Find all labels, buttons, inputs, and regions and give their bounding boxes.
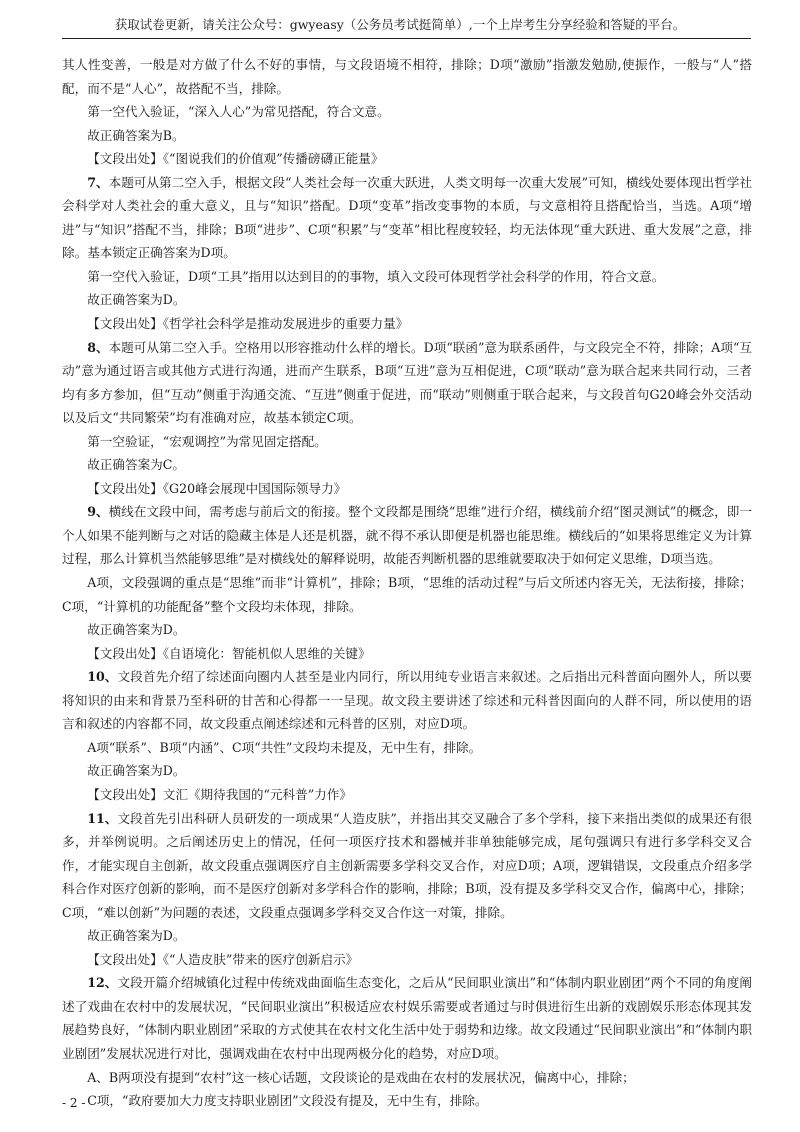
paragraph-text: 【文段出处】《“图说我们的价值观”传播磅礴正能量》 (87, 151, 384, 167)
paragraph-text: 故正确答案为D。 (87, 292, 186, 308)
question-number: 10、 (87, 669, 118, 685)
paragraph (62, 783, 752, 807)
paragraph-text: 故正确答案为B。 (87, 127, 185, 143)
paragraph (62, 736, 752, 760)
header-divider (62, 38, 751, 39)
question-explanation (62, 665, 752, 736)
paragraph-text: 【文段出处】文汇《期待我国的“元科普”力作》 (87, 786, 352, 802)
question-number: 9、 (87, 504, 109, 520)
question-explanation (62, 500, 752, 571)
question-number: 11、 (87, 810, 118, 826)
paragraph (62, 430, 752, 454)
paragraph-text: 故正确答案为D。 (87, 763, 186, 779)
paragraph-text: 【文段出处】《“人造皮肤”带来的医疗创新启示》 (87, 951, 359, 967)
paragraph-text: 第一空代入验证，“深入人心”为常见搭配，符合文意。 (87, 104, 390, 120)
paragraph-text: 【文段出处】《哲学社会科学是推动发展进步的重要力量》 (87, 316, 409, 332)
question-number: 7、 (87, 174, 109, 190)
question-number: 12、 (87, 975, 118, 991)
page-number: - 2 - (62, 1096, 86, 1110)
document-body (62, 53, 752, 1113)
question-explanation (62, 336, 752, 430)
paragraph (62, 288, 752, 312)
paragraph-text: 文段首先引出科研人员研发的一项成果“人造皮肤”，并指出其交叉融合了多个学科，接下来指出类似的成果还有很多，并举例说明。之后阐述历史上的情况，任何一项医疗技术和器械并非单独能够完成，尾句强调只有进行多学科交叉合作，才能实现自主创新，故文段重点强调医疗自主创新需要多学科交叉合作，对应D项；A项，逻辑错误，文段重点介绍多学科合作对医疗创新的影响，而不是医疗创新对多学科合作的影响，排除；B项，没有提及多学科交叉合作，偏离中心，排除；C项，“难以创新”为问题的表述，文段重点强调多学科交叉合作这一对策，排除。 (62, 810, 752, 920)
paragraph (62, 312, 752, 336)
paragraph-text: 第一空代入验证，D项“工具”指用以达到目的的事物，填入文段可体现哲学社会科学的作用，符合文意。 (87, 268, 665, 284)
paragraph (62, 571, 752, 618)
paragraph (62, 265, 752, 289)
header-notice: 获取试卷更新，请关注公众号：gwyeasy（公务员考试挺简单）,一个上岸考生分享经验和答疑的平台。 (114, 17, 686, 32)
paragraph (62, 1066, 752, 1090)
paragraph (62, 477, 752, 501)
paragraph-text: 其人性变善，一般是对方做了什么不好的事情，与文段语境不相符，排除；D项“激励”指激发勉励,使振作，一般与“人”搭配，而不是“人心”，故搭配不当，排除。 (62, 57, 752, 96)
paragraph (62, 147, 752, 171)
paragraph (62, 100, 752, 124)
paragraph-text: 文段开篇介绍城镇化过程中传统戏曲面临生态变化，之后从“民间职业演出”和“体制内职业剧团”两个不同的角度阐述了戏曲在农村中的发展状况，“民间职业演出”积极适应农村娱乐需要或者通过与时俱进衍生出新的戏剧娱乐形态体现其发展趋势良好，“体制内职业剧团”采取的方式使其在农村文化生活中处于弱势和边缘。故文段通过“民间职业演出”和“体制内职业剧团”发展状况进行对比，强调戏曲在农村中出现两极分化的趋势，对应D项。 (62, 975, 752, 1061)
paragraph (62, 453, 752, 477)
paragraph (62, 948, 752, 972)
paragraph (62, 642, 752, 666)
paragraph (62, 759, 752, 783)
paragraph-text: 故正确答案为C。 (87, 457, 185, 473)
paragraph (62, 53, 752, 100)
question-explanation (62, 971, 752, 1065)
paragraph-text: 本题可从第二空入手，根据文段“人类社会每一次重大跃进，人类文明每一次重大发展”可知，横线处要体现出哲学社会科学对人类社会的重大意义，且与“知识”搭配。D项“变革”指改变事物的本质，与文意相符且搭配恰当，当选。A项“增进”与“知识”搭配不当，排除；B项“进步”、C项“积累”与“变革”相比程度较轻，均无法体现“重大跃进、重大发展”之意，排除。基本锁定正确答案为D项。 (62, 174, 752, 261)
paragraph-text: A、B两项没有提到“农村”这一核心话题，文段谈论的是戏曲在农村的发展状况，偏离中心，排除； (87, 1069, 635, 1085)
question-number: 8、 (87, 339, 109, 355)
paragraph-text: C项，“政府要加大力度支持职业剧团”文段没有提及，无中生有，排除。 (87, 1093, 488, 1109)
paragraph-text: 故正确答案为D。 (87, 622, 186, 638)
paragraph-text: 第一空验证，“宏观调控”为常见固定搭配。 (87, 433, 327, 449)
paragraph (62, 618, 752, 642)
question-explanation (62, 807, 752, 925)
paragraph-text: 【文段出处】《自语境化：智能机似人思维的关键》 (87, 645, 371, 661)
paragraph-text: 故正确答案为D。 (87, 928, 186, 944)
paragraph (62, 924, 752, 948)
paragraph-text: A项“联系”、B项“内涵”、C项“共性”文段均未提及，无中生有，排除。 (87, 739, 482, 755)
paragraph-text: A项，文段强调的重点是“思维”而非“计算机”，排除；B项，“思维的活动过程”与后文所述内容无关，无法衔接，排除；C项，“计算机的功能配备”整个文段均未体现，排除。 (62, 575, 752, 614)
question-explanation (62, 171, 752, 265)
paragraph (62, 124, 752, 148)
paragraph (62, 1089, 752, 1113)
paragraph-text: 本题可从第二空入手。空格用以形容推动什么样的增长。D项“联函”意为联系函件，与文段完全不符，排除；A项“互动”意为通过语言或其他方式进行沟通，进而产生联系，B项“互进”意为互相促进，C项“联动”意为联合起来共同行动，三者均有多方参加，但“互动”侧重于沟通交流、“互进”侧重于促进，而“联动”则侧重于联合起来，与文段首句G20峰会外交活动以及后文“共同繁荣”均有准确对应，故基本锁定C项。 (62, 339, 752, 426)
paragraph-text: 【文段出处】《G20峰会展现中国国际领导力》 (87, 480, 347, 496)
paragraph-text: 横线在文段中间，需考虑与前后文的衔接。整个文段都是围绕“思维”进行介绍，横线前介绍“图灵测试”的概念，即一个人如果不能判断与之对话的隐藏主体是人还是机器，就不得不承认即便是机器也能思维。横线后的“如果将思维定义为计算过程，那么计算机当然能够思维”是对横线处的解释说明，故能否判断机器的思维就要取决于如何定义思维，D项当选。 (62, 504, 752, 567)
paragraph-text: 文段首先介绍了综述面向圈内人甚至是业内同行，所以用纯专业语言来叙述。之后指出元科普面向圈外人，所以要将知识的由来和背景乃至科研的甘苦和心得都一一呈现。故文段主要讲述了综述和元科普因面向的人群不同，所以使用的语言和叙述的内容都不同，故文段重点阐述综述和元科普的区别，对应D项。 (62, 669, 753, 732)
